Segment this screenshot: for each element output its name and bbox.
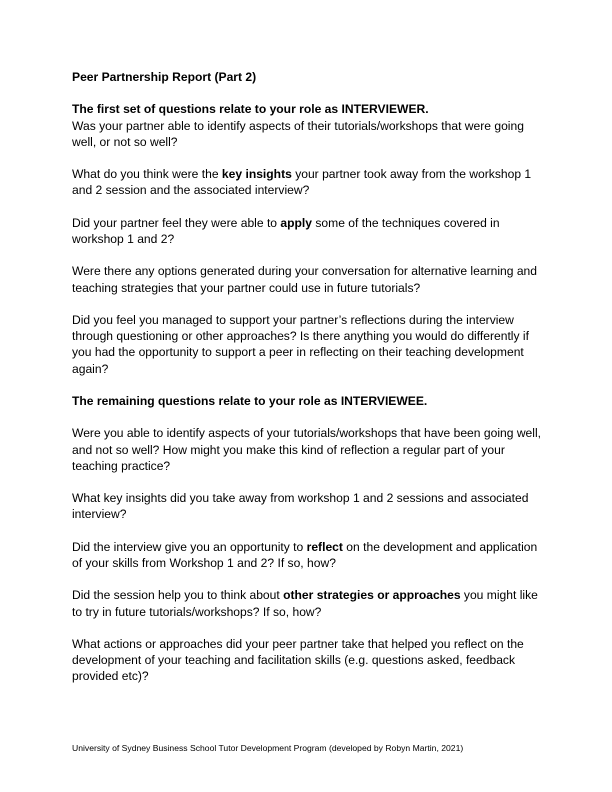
page-footer: University of Sydney Business School Tutor Development Program (developed by Robyn Martin, 2021) — [72, 743, 464, 753]
document-body — [72, 69, 544, 685]
interviewer-question-4: Were there any options generated during your conversation for alternative learning and teaching strategies that your partner could use in future tutorials? — [72, 264, 538, 295]
interviewee-question-3: Did the interview give you an opportunity to reflect on the development and application of your skills from Workshop 1 and 2? If so, how? — [72, 539, 538, 570]
interviewer-question-2: What do you think were the key insights your partner took away from the workshop 1 and 2 session and the associated interview? — [72, 167, 532, 198]
interviewee-heading: The remaining questions relate to your role as INTERVIEWEE. — [72, 393, 428, 408]
interviewee-question-2: What key insights did you take away from workshop 1 and 2 sessions and associated interview? — [72, 491, 529, 522]
document-title: Peer Partnership Report (Part 2) — [72, 70, 257, 84]
interviewee-question-5: What actions or approaches did your peer partner take that helped you reflect on the development of your teaching and facilitation skills (e.g. questions asked, feedback provided etc)? — [72, 636, 524, 684]
interviewee-question-4: Did the session help you to think about other strategies or approaches you might like to try in future tutorials/workshops? If so, how? — [72, 588, 538, 619]
interviewer-question-1: Was your partner able to identify aspects of their tutorials/workshops that were going well, or not so well? — [72, 118, 524, 149]
interviewer-question-3: Did your partner feel they were able to apply some of the techniques covered in workshop 1 and 2? — [72, 215, 500, 246]
interviewer-heading: The first set of questions relate to your role as INTERVIEWER. — [72, 102, 429, 117]
interviewer-question-5: Did you feel you managed to support your partner’s reflections during the interview through questioning or other approaches? Is there anything you would do differently if you had the opportunity to support a peer in reflecting on their teaching development again? — [72, 312, 529, 376]
interviewee-question-1: Were you able to identify aspects of your tutorials/workshops that have been going well, and not so well? How might you make this kind of reflection a regular part of your teaching practice? — [72, 426, 542, 473]
